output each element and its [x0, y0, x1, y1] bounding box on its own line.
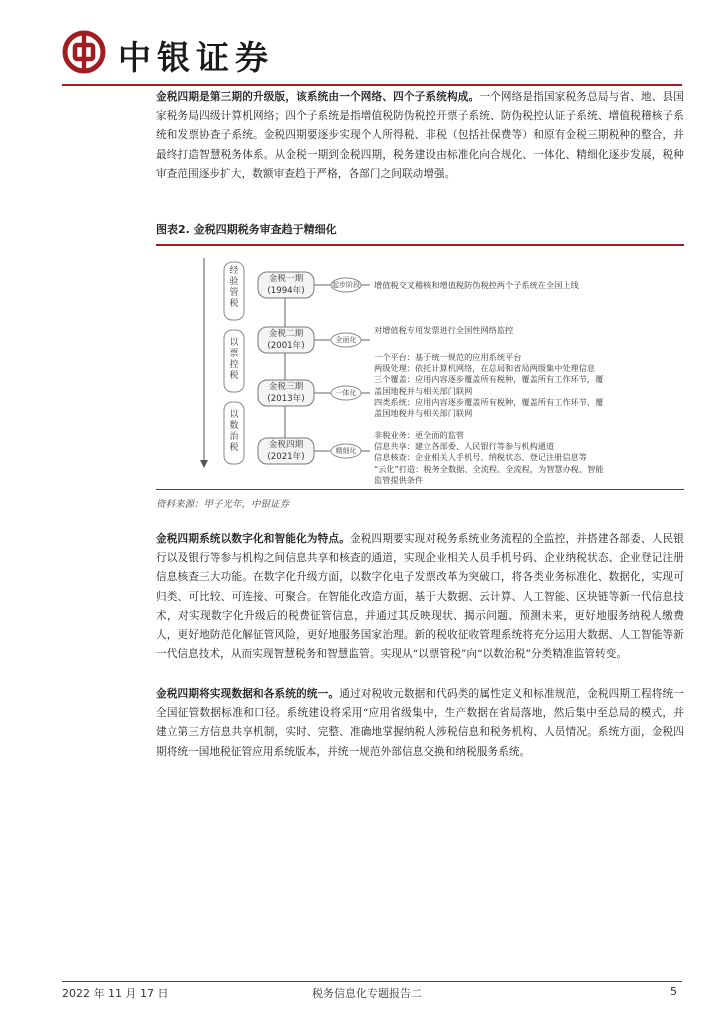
paragraph-body: 一个网络是指国家税务总局与省、地、县国家税务局四级计算机网络；四个子系统是指增值税防伪税控开票子系统、防伪税控认证子系统、增值税稽核子系统和发票协查子系统。金税四期要逐步实现个人所得税、非税（包括社保费等）和原有金税三期税种的整合，并最终打造智慧税务体系。从金税一期到金税四期，税务建设由标准化向合规化、一体化、精细化逐步发展，税种审查范围逐步扩大，数额审查趋于严格，各部门之间联动增强。: [156, 91, 684, 180]
stage-char: 以: [229, 410, 239, 420]
stage-char: 税: [229, 371, 239, 381]
phase-year: (2001年): [267, 341, 305, 351]
phase-year: (2013年): [267, 394, 305, 404]
phase-tag-4: 精细化: [335, 447, 357, 455]
desc-line: 信息核查：企业相关人手机号、纳税状态、登记注册信息等: [374, 452, 587, 463]
stage-char: 经: [229, 266, 239, 276]
evolution-diagram: [156, 250, 684, 485]
paragraph-body: 通过对税收元数据和代码类的属性定义和标准规范，金税四期工程将统一全国征管数据标准和口径。系统建设将采用“应用省级集中，生产数据在省局落地，然后集中至总局的模式，并建立第三方信息共享机制，实时、完整、准确地掌握纳税人涉税信息和税务机构、人员情况。系统方面，金税四期将统一国地税征管应用系统版本，并统一规范外部信息交换和纳税服务系统。: [156, 688, 684, 758]
page-header: [62, 24, 682, 84]
phase-2-description: 对增值税专用发票进行全国性网络监控: [374, 325, 514, 335]
phase-name: 金税四期: [268, 440, 304, 450]
paragraph-lead: 金税四期将实现数据和各系统的统一。: [156, 688, 340, 700]
paragraph-digital: [156, 530, 684, 664]
stage-char: 控: [229, 360, 239, 370]
desc-line: 监管提供条件: [374, 474, 424, 485]
phase-box-1: [258, 273, 314, 297]
stage-label-data: [228, 410, 240, 454]
footer-divider: [62, 981, 682, 982]
stage-label-invoice: [228, 338, 240, 382]
stage-char: 验: [229, 277, 239, 287]
phase-year: (2021年): [267, 452, 305, 462]
brand-name: 中银证券: [118, 38, 274, 77]
desc-line: 四类系统：应用内容逐步覆盖所有税种，覆盖所有工作环节，覆: [374, 396, 604, 407]
phase-tag-1: 起步阶段: [332, 281, 360, 289]
desc-line: 两级处理：依托计算机网络，在总局和省局两级集中处理信息: [374, 363, 596, 374]
phase-tag-2: 全面化: [335, 336, 357, 344]
phase-tag-3: 一体化: [335, 389, 357, 397]
stage-char: 税: [229, 299, 239, 309]
stage-char: 数: [229, 421, 239, 431]
paragraph-unification: [156, 685, 684, 762]
paragraph-lead: 金税四期系统以数字化和智能化为特点。: [156, 533, 350, 545]
desc-line: 三个覆盖：应用内容逐步覆盖所有税种，覆盖所有工作环节，覆: [374, 374, 604, 385]
desc-line: “云化”打造：税务全数据、全流程、全流程，为智慧办税、智能: [374, 463, 604, 474]
phase-name: 金税一期: [268, 274, 304, 284]
phase-box-3: [258, 381, 314, 405]
footer-report-title: 税务信息化专题报告二: [312, 987, 422, 1000]
phase-name: 金税二期: [268, 329, 304, 339]
desc-line: 非税业务：更全面的监管: [374, 430, 465, 440]
stage-char: 税: [229, 443, 239, 453]
figure-source: 资料来源：甲子光年，中银证券: [156, 499, 290, 510]
phase-box-4: [258, 439, 314, 463]
stage-char: 以: [229, 338, 239, 348]
paragraph-body: 金税四期要实现对税务系统业务流程的全监控，并搭建各部委、人民银行以及银行等参与机构之间信息共享和核查的通道，实现企业相关人员手机号码、企业纳税状态、企业登记注册信息核查三大功能。在数字化升级方面，以数字化电子发票改革为突破口，将各类业务标准化、数据化，实现可归类、可比较、可连接、可聚合。在智能化改造方面，基于大数据、云计算、人工智能、区块链等新一代信息技术，对实现数字化升级后的税费征管信息，并通过其反映现状、揭示问题、预测未来，更好地服务纳税人缴费人，更好地防范化解征管风险，更好地服务国家治理。新的税收征收管理系统将充分运用大数据、人工智能等新一代信息技术，从而实现智慧税务和智慧监管。实现从“以票管税”向“以数治税”分类精准监管转变。: [156, 533, 684, 661]
figure-title: 图表2. 金税四期税务审查趋于精细化: [156, 221, 684, 246]
desc-line: 信息共享：建立各部委、人民银行等参与机构通道: [374, 441, 555, 452]
phase-1-description: 增值税交叉稽核和增值税防伪税控两个子系统在全国上线: [374, 280, 579, 290]
stage-char: 管: [229, 288, 239, 298]
stage-label-experience: [228, 266, 240, 310]
paragraph-lead: 金税四期是第三期的升级版，该系统由一个网络、四个子系统构成。: [156, 91, 480, 103]
stage-char: 票: [229, 349, 239, 359]
footer-date: 2022 年 11 月 17 日: [62, 987, 169, 1000]
paragraph-intro: [156, 88, 684, 184]
page-number: 5: [670, 985, 677, 998]
phase-4-description: [374, 430, 604, 486]
stage-char: 治: [229, 432, 239, 442]
phase-box-2: [258, 328, 314, 352]
header-divider: [62, 84, 682, 86]
bank-of-china-logo-icon: [62, 30, 106, 74]
desc-line: 盖国地税并与相关部门联网: [374, 385, 473, 396]
phase-year: (1994年): [267, 286, 305, 296]
desc-line: 盖国地税并与相关部门联网: [374, 408, 473, 419]
desc-line: 一个平台：基于统一规范的应用系统平台: [374, 352, 522, 362]
phase-name: 金税三期: [268, 382, 304, 392]
figure-bottom-divider: [156, 489, 684, 490]
phase-3-description: [374, 352, 603, 419]
